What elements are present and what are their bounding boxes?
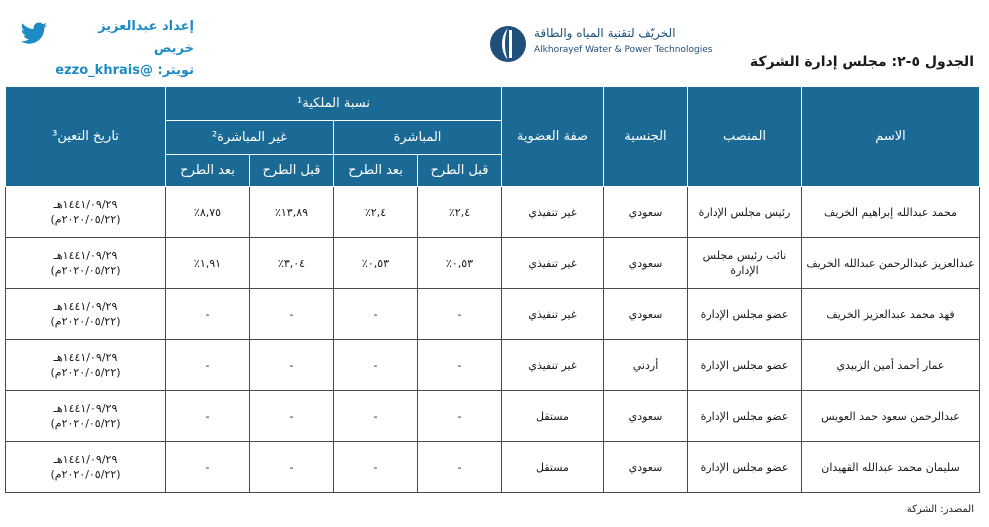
cell-membership: غير تنفيذي	[502, 238, 604, 289]
cell-date-hijri: ١٤٤١/٠٩/٢٩هـ	[53, 249, 118, 262]
cell-date-hijri: ١٤٤١/٠٩/٢٩هـ	[53, 198, 118, 211]
col-header-direct-before: قبل الطرح	[418, 155, 502, 187]
col-header-direct: المباشرة	[334, 121, 502, 155]
board-table	[5, 86, 980, 493]
cell-date	[6, 289, 166, 340]
table-caption: الجدول ٥-٢: مجلس إدارة الشركة	[749, 54, 974, 70]
table-row	[6, 340, 980, 391]
cell-position: نائب رئيس مجلس الإدارة	[688, 238, 802, 289]
cell-membership: غير تنفيذي	[502, 340, 604, 391]
company-logo	[488, 24, 728, 66]
cell-indirect-after: ٨,٧٥٪	[166, 187, 250, 238]
cell-membership: مستقل	[502, 391, 604, 442]
cell-date	[6, 340, 166, 391]
cell-nationality: سعودي	[604, 289, 688, 340]
cell-direct-before: ٢,٤٪	[418, 187, 502, 238]
col-header-indirect-after: بعد الطرح	[166, 155, 250, 187]
table-row	[6, 289, 980, 340]
cell-indirect-before: -	[250, 442, 334, 493]
cell-date-hijri: ١٤٤١/٠٩/٢٩هـ	[53, 402, 118, 415]
cell-indirect-after: -	[166, 289, 250, 340]
cell-position: عضو مجلس الإدارة	[688, 391, 802, 442]
cell-name: عمار أحمد أمين الزبيدي	[802, 340, 980, 391]
table-row	[6, 187, 980, 238]
page-header	[0, 0, 989, 80]
cell-direct-after: -	[334, 289, 418, 340]
cell-position: عضو مجلس الإدارة	[688, 442, 802, 493]
cell-date-gregorian: (٢٠٢٠/٠٥/٢٢م)	[50, 417, 121, 430]
table-row	[6, 442, 980, 493]
cell-nationality: سعودي	[604, 442, 688, 493]
cell-name: محمد عبدالله إبراهيم الخريف	[802, 187, 980, 238]
cell-date-hijri: ١٤٤١/٠٩/٢٩هـ	[53, 351, 118, 364]
cell-direct-before: ٠,٥٣٪	[418, 238, 502, 289]
credit-twitter-handle[interactable]: تويتر: @ezzo_khrais	[55, 63, 194, 78]
cell-membership: غير تنفيذي	[502, 187, 604, 238]
cell-direct-after: -	[334, 340, 418, 391]
cell-date-gregorian: (٢٠٢٠/٠٥/٢٢م)	[50, 315, 121, 328]
cell-position: عضو مجلس الإدارة	[688, 289, 802, 340]
cell-date	[6, 187, 166, 238]
cell-membership: مستقل	[502, 442, 604, 493]
cell-date	[6, 391, 166, 442]
cell-indirect-before: -	[250, 391, 334, 442]
logo-english-text: Alkhorayef Water & Power Technologies	[534, 45, 713, 55]
col-header-nationality: الجنسية	[604, 87, 688, 187]
table-row	[6, 391, 980, 442]
cell-direct-after: ٠,٥٣٪	[334, 238, 418, 289]
twitter-icon[interactable]	[20, 22, 48, 46]
cell-indirect-before: ٣,٠٤٪	[250, 238, 334, 289]
cell-nationality: أردني	[604, 340, 688, 391]
cell-nationality: سعودي	[604, 391, 688, 442]
cell-date-hijri: ١٤٤١/٠٩/٢٩هـ	[53, 300, 118, 313]
cell-indirect-after: -	[166, 391, 250, 442]
source-note: المصدر: الشركة	[906, 504, 974, 515]
cell-direct-after: -	[334, 391, 418, 442]
author-credit	[20, 16, 194, 78]
cell-date-gregorian: (٢٠٢٠/٠٥/٢٢م)	[50, 213, 121, 226]
cell-indirect-after: ١,٩١٪	[166, 238, 250, 289]
col-header-direct-after: بعد الطرح	[334, 155, 418, 187]
cell-name: عبدالعزيز عبدالرحمن عبدالله الخريف	[802, 238, 980, 289]
cell-date-gregorian: (٢٠٢٠/٠٥/٢٢م)	[50, 366, 121, 379]
logo-arabic-text: الخريّف لتقنية المياه والطاقة	[534, 26, 676, 40]
cell-indirect-after: -	[166, 442, 250, 493]
cell-indirect-before: -	[250, 340, 334, 391]
cell-date-hijri: ١٤٤١/٠٩/٢٩هـ	[53, 453, 118, 466]
cell-position: رئيس مجلس الإدارة	[688, 187, 802, 238]
cell-direct-before: -	[418, 391, 502, 442]
cell-date	[6, 442, 166, 493]
cell-name: سليمان محمد عبدالله القهيدان	[802, 442, 980, 493]
col-header-name: الاسم	[802, 87, 980, 187]
col-header-membership: صفة العضوية	[502, 87, 604, 187]
cell-direct-after: -	[334, 442, 418, 493]
cell-direct-before: -	[418, 340, 502, 391]
cell-membership: غير تنفيذي	[502, 289, 604, 340]
cell-direct-after: ٢,٤٪	[334, 187, 418, 238]
col-header-indirect: غير المباشرة²	[166, 121, 334, 155]
cell-name: عبدالرحمن سعود حمد العويس	[802, 391, 980, 442]
cell-nationality: سعودي	[604, 187, 688, 238]
col-header-ownership: نسبة الملكية¹	[166, 87, 502, 121]
logo-mark-icon	[488, 24, 528, 64]
credit-author: إعداد عبدالعزيز خريص	[98, 19, 194, 56]
col-header-position: المنصب	[688, 87, 802, 187]
cell-date	[6, 238, 166, 289]
cell-indirect-after: -	[166, 340, 250, 391]
cell-position: عضو مجلس الإدارة	[688, 340, 802, 391]
cell-nationality: سعودي	[604, 238, 688, 289]
cell-direct-before: -	[418, 442, 502, 493]
cell-indirect-before: -	[250, 289, 334, 340]
cell-date-gregorian: (٢٠٢٠/٠٥/٢٢م)	[50, 264, 121, 277]
cell-direct-before: -	[418, 289, 502, 340]
cell-date-gregorian: (٢٠٢٠/٠٥/٢٢م)	[50, 468, 121, 481]
col-header-indirect-before: قبل الطرح	[250, 155, 334, 187]
col-header-date: تاريخ التعين³	[6, 87, 166, 187]
cell-indirect-before: ١٣,٨٩٪	[250, 187, 334, 238]
cell-name: فهد محمد عبدالعزيز الخريف	[802, 289, 980, 340]
table-row	[6, 238, 980, 289]
